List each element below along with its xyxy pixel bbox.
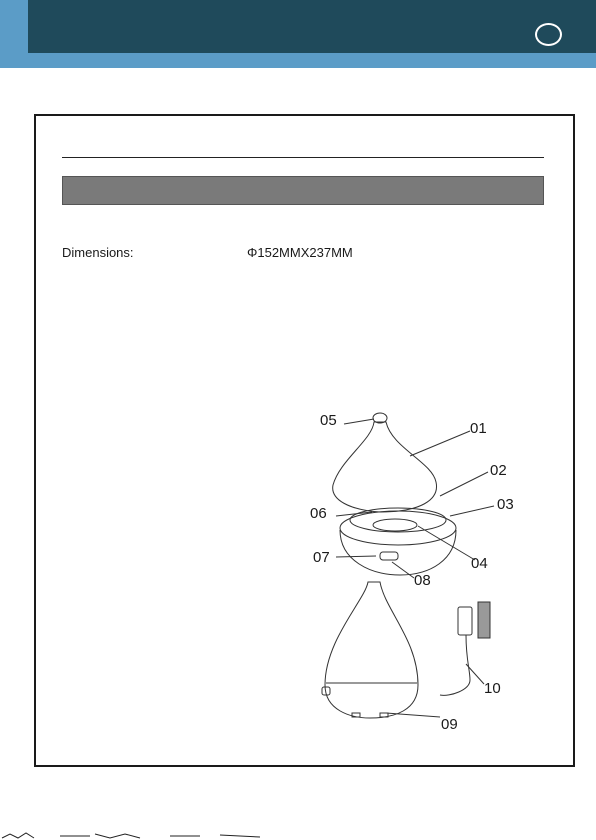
callout-04: 04 xyxy=(471,555,488,572)
callout-01: 01 xyxy=(470,420,487,437)
header-bar xyxy=(28,0,596,53)
callout-10: 10 xyxy=(484,680,501,697)
footer-marks xyxy=(0,830,300,840)
diagram-svg xyxy=(300,400,560,750)
callout-05: 05 xyxy=(320,412,337,429)
callout-06: 06 xyxy=(310,505,327,522)
callout-08: 08 xyxy=(414,572,431,589)
callout-03: 03 xyxy=(497,496,514,513)
dimensions-label: Dimensions: xyxy=(62,245,134,260)
header-left-strip xyxy=(0,0,28,53)
title-rule xyxy=(62,157,544,158)
section-heading-bar xyxy=(62,176,544,205)
dimensions-value: Φ152MMX237MM xyxy=(247,245,353,260)
language-badge xyxy=(535,23,562,46)
callout-07: 07 xyxy=(313,549,330,566)
callout-02: 02 xyxy=(490,462,507,479)
exploded-product-diagram xyxy=(300,400,560,750)
callout-09: 09 xyxy=(441,716,458,733)
